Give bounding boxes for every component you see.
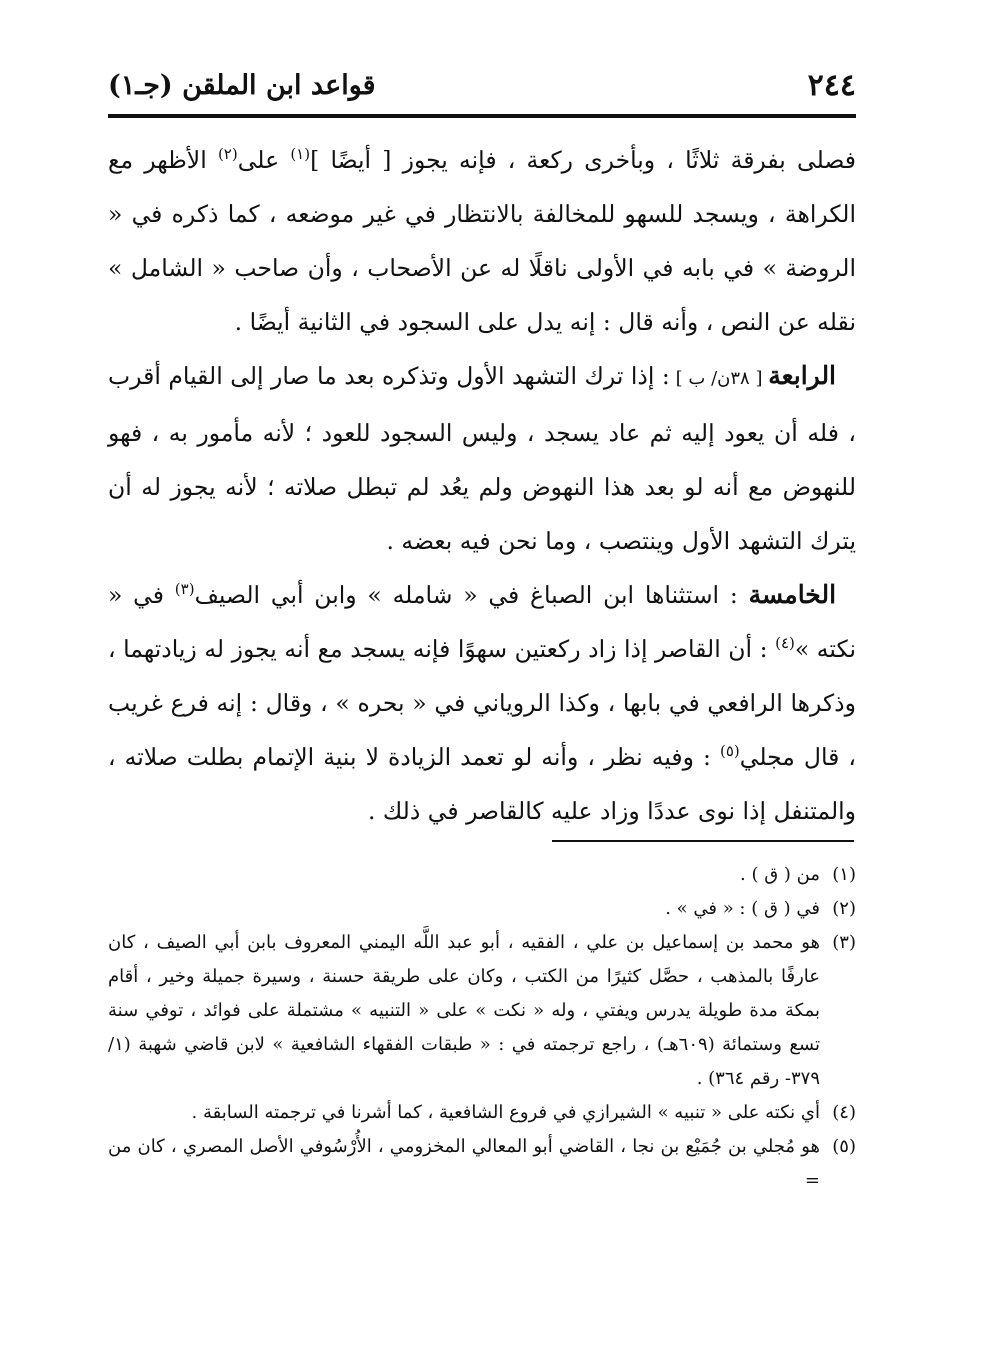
footnote [108, 926, 856, 1096]
main-text [108, 133, 856, 838]
header-rule [108, 114, 856, 118]
manuscript-folio-mark: [ ٣٨ن/ ب ] [669, 368, 769, 389]
footnote-ref: (٢) [217, 145, 238, 164]
text-run: في « نكته » [108, 581, 856, 663]
footnote-separator [552, 840, 854, 842]
footnote-text: هو مُجلي بن جُمَيْع بن نجا ، القاضي أبو المعالي المخزومي ، الأُرْسُوفي الأصل المصري ، كان من = [108, 1136, 820, 1191]
footnotes [108, 858, 856, 1198]
footnote [108, 858, 856, 892]
paragraph-p1 [108, 133, 856, 349]
footnote-text: في ( ق ) : « في » . [665, 898, 820, 919]
footnote-ref: (١) [290, 145, 311, 164]
page-number: ٢٤٤ [807, 68, 856, 103]
footnote [108, 892, 856, 926]
footnote-ref: (٣) [174, 580, 195, 599]
text-run: فصلى بفرقة ثلاثًا ، وبأخرى ركعة ، فإنه يجوز [ أيضًا ] [310, 146, 857, 174]
text-run: : إذا ترك التشهد الأول وتذكره بعد ما صار إلى القيام أقرب ، فله أن يعود إليه ثم عاد يسجد ، وليس السجود للعود ؛ لأنه مأمور به ، فهو للنهوض مع أنه لو بعد هذا النهوض ولم يعُد لم تبطل صلاته ؛ لأنه يجوز له أن يترك التشهد الأول وينتصب ، وما نحن فيه بعضه . [108, 362, 856, 555]
text-run: : أن القاصر إذا زاد ركعتين سهوًا فإنه يسجد مع أنه يجوز له زيادتهما ، وذكرها الرافعي في بابها ، وكذا الروياني في « بحره » ، وقال : إنه فرع غريب ، قال مجلي [108, 635, 856, 771]
footnote-text: هو محمد بن إسماعيل بن علي ، الفقيه ، أبو عبد اللَّه اليمني المعروف بابن أبي الصيف ، كان عارفًا بالمذهب ، حصَّل كثيرًا من الكتب ، وكان على طريقة حسنة ، وسيرة جميلة وخير ، أقام بمكة مدة طويلة يدرس ويفتي ، وله « نكت » على « التنبيه » مشتملة على فوائد ، توفي سنة تسع وستمائة (٦٠٩هـ) ، راجع ترجمته في : « طبقات الفقهاء الشافعية » لابن قاضي شهبة (١/ ٣٧٩- رقم ٣٦٤) . [108, 932, 820, 1089]
footnote-number: (٢) [832, 898, 856, 919]
footnote-text: من ( ق ) . [740, 864, 820, 885]
paragraph-p3 [108, 568, 856, 838]
footnote-number: (٤) [832, 1102, 856, 1123]
footnote [108, 1130, 856, 1198]
text-run: : استثناها ابن الصباغ في « شامله » وابن أبي الصيف [194, 581, 749, 609]
footnote-number: (٣) [832, 932, 856, 953]
footnote-ref: (٥) [719, 742, 740, 761]
footnote-text: أي نكته على « تنبيه » الشيرازي في فروع الشافعية ، كما أشرنا في ترجمته السابقة . [191, 1102, 820, 1123]
footnote [108, 1096, 856, 1130]
section-keyword: الرابعة [768, 361, 837, 390]
section-keyword: الخامسة [748, 580, 837, 609]
page-header [108, 66, 856, 110]
footnote-ref: (٤) [775, 634, 795, 653]
running-title: قواعد ابن الملقن (جـ١) [108, 70, 376, 101]
text-run: الأظهر مع الكراهة ، ويسجد للسهو للمخالفة بالانتظار في غير موضعه ، كما ذكره في « الروضة » في بابه في الأولى ناقلًا له عن الأصحاب ، وأن صاحب « الشامل » نقله عن النص ، وأنه قال : إنه يدل على السجود في الثانية أيضًا . [108, 146, 856, 336]
paragraph-p2 [108, 349, 856, 568]
text-run: : وفيه نظر ، وأنه لو تعمد الزيادة لا بنية الإتمام بطلت صلاته ، والمتنفل إذا نوى عددًا وزاد عليه كالقاصر في ذلك . [108, 743, 856, 825]
footnote-number: (١) [832, 864, 856, 885]
text-run: على [237, 146, 291, 174]
footnote-number: (٥) [832, 1136, 856, 1157]
